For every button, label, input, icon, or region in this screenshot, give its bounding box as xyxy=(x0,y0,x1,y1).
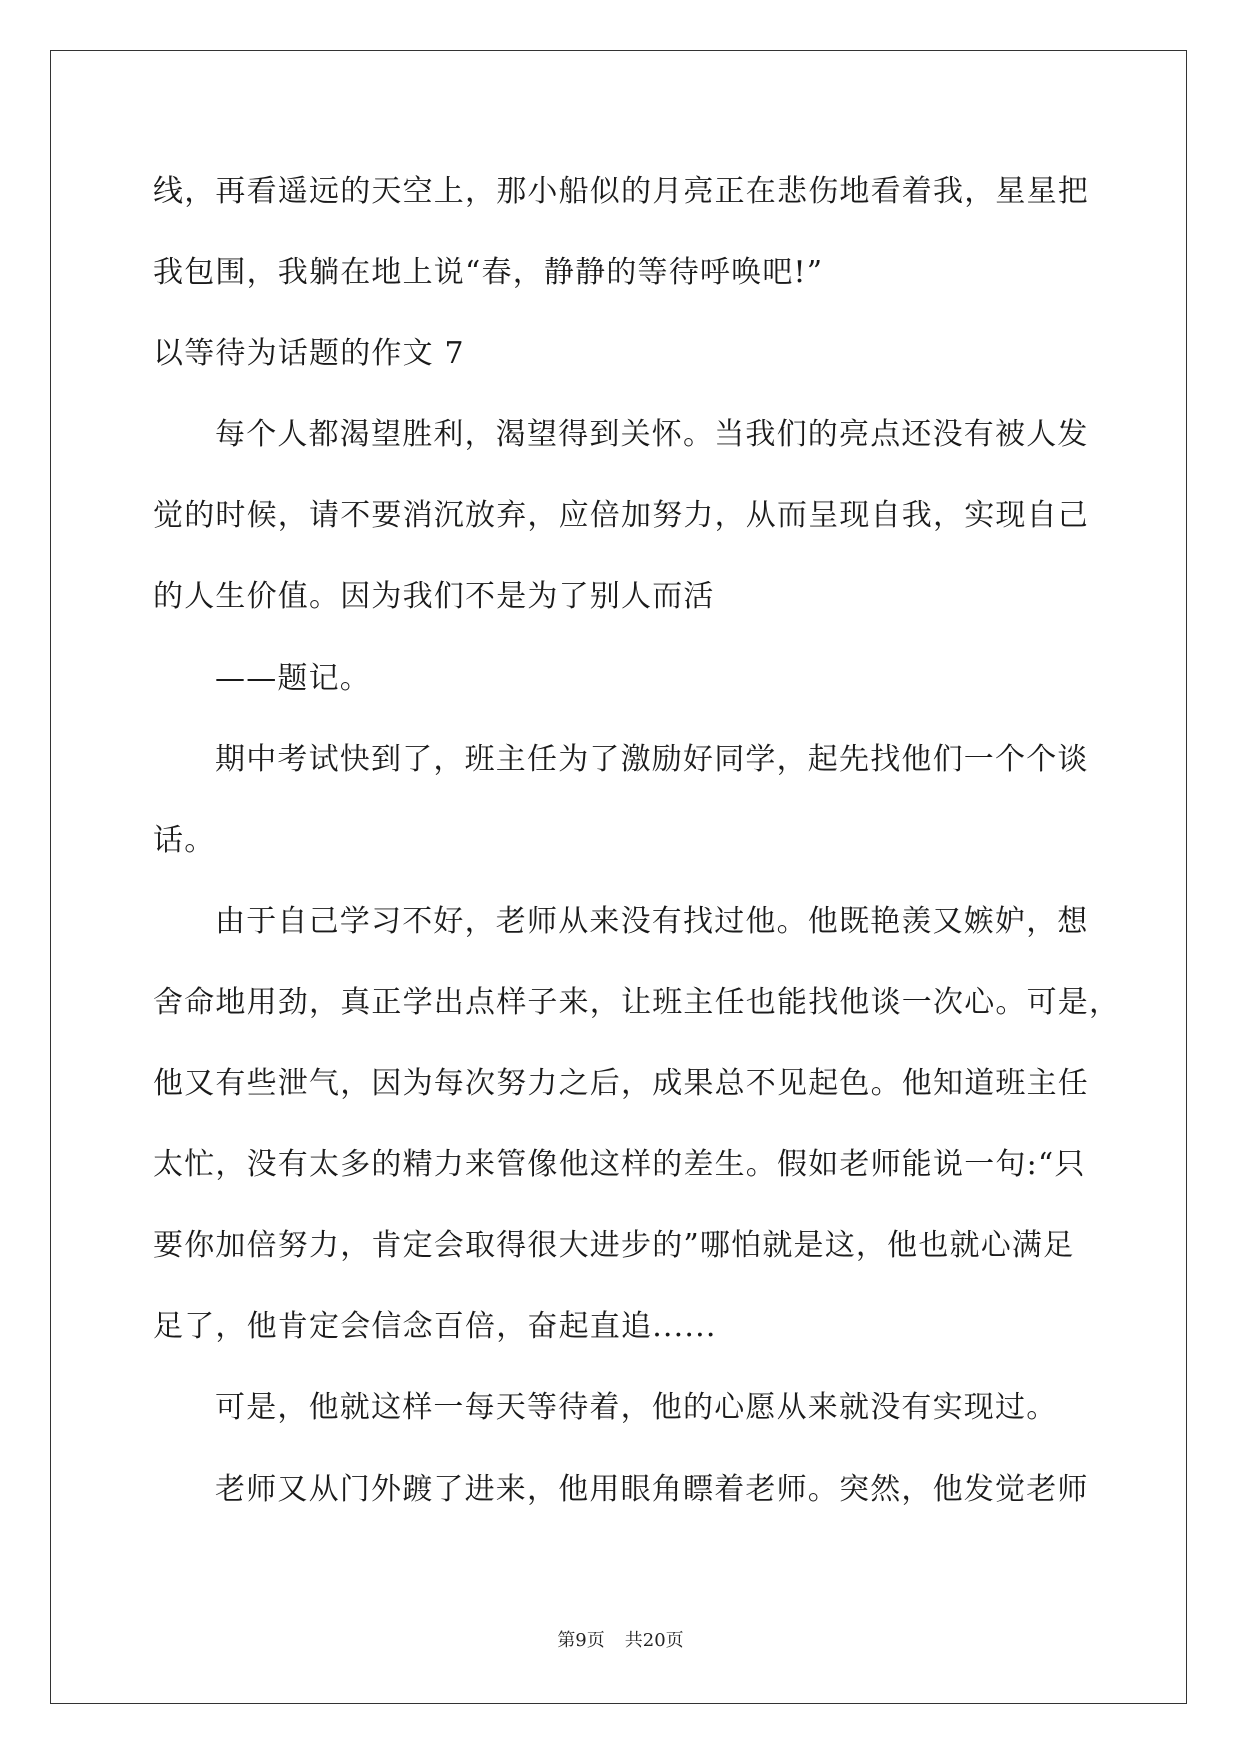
paragraph-line: 足了，他肯定会信念百倍，奋起直追...... xyxy=(153,1309,717,1345)
paragraph-line: 舍命地用劲，真正学出点样子来，让班主任也能找他谈一次心。可是， xyxy=(153,984,1121,1020)
paragraph-line: 每个人都渴望胜利，渴望得到关怀。当我们的亮点还没有被人发 xyxy=(215,417,1089,453)
paragraph-line: 线，再看遥远的天空上，那小船似的月亮正在悲伤地看着我，星星把 xyxy=(153,174,1089,209)
paragraph-line: 可是，他就这样一每天等待着，他的心愿从来就没有实现过。 xyxy=(215,1390,1058,1426)
paragraph-line: 我包围，我躺在地上说“春，静静的等待呼唤吧!” xyxy=(153,255,824,291)
paragraph-line: 老师又从门外踱了进来，他用眼角瞟着老师。突然，他发觉老师 xyxy=(215,1471,1089,1507)
paragraph-line: 的人生价值。因为我们不是为了别人而活 xyxy=(153,579,715,615)
paragraph-line: 期中考试快到了，班主任为了激励好同学，起先找他们一个个谈 xyxy=(215,741,1089,777)
epigraph-attribution: ——题记。 xyxy=(215,660,371,696)
paragraph-line: 他又有些泄气，因为每次努力之后，成果总不见起色。他知道班主任 xyxy=(153,1066,1089,1102)
paragraph-line: 话。 xyxy=(153,822,216,858)
total-pages: 共20页 xyxy=(624,1630,684,1651)
paragraph-line: 要你加倍努力，肯定会取得很大进步的”哪怕就是这，他也就心满足 xyxy=(153,1228,1075,1264)
paragraph-line: 觉的时候，请不要消沉放弃，应倍加努力，从而呈现自我，实现自己 xyxy=(153,498,1089,534)
current-page-number: 第9页 xyxy=(557,1630,605,1651)
paragraph-line: 太忙，没有太多的精力来管像他这样的差生。假如老师能说一句:“只 xyxy=(153,1147,1086,1183)
section-heading: 以等待为话题的作文 7 xyxy=(153,336,465,372)
page-footer xyxy=(0,1626,1241,1652)
paragraph-line: 由于自己学习不好，老师从来没有找过他。他既艳羡又嫉妒，想 xyxy=(215,903,1089,939)
document-body xyxy=(153,151,1153,1530)
